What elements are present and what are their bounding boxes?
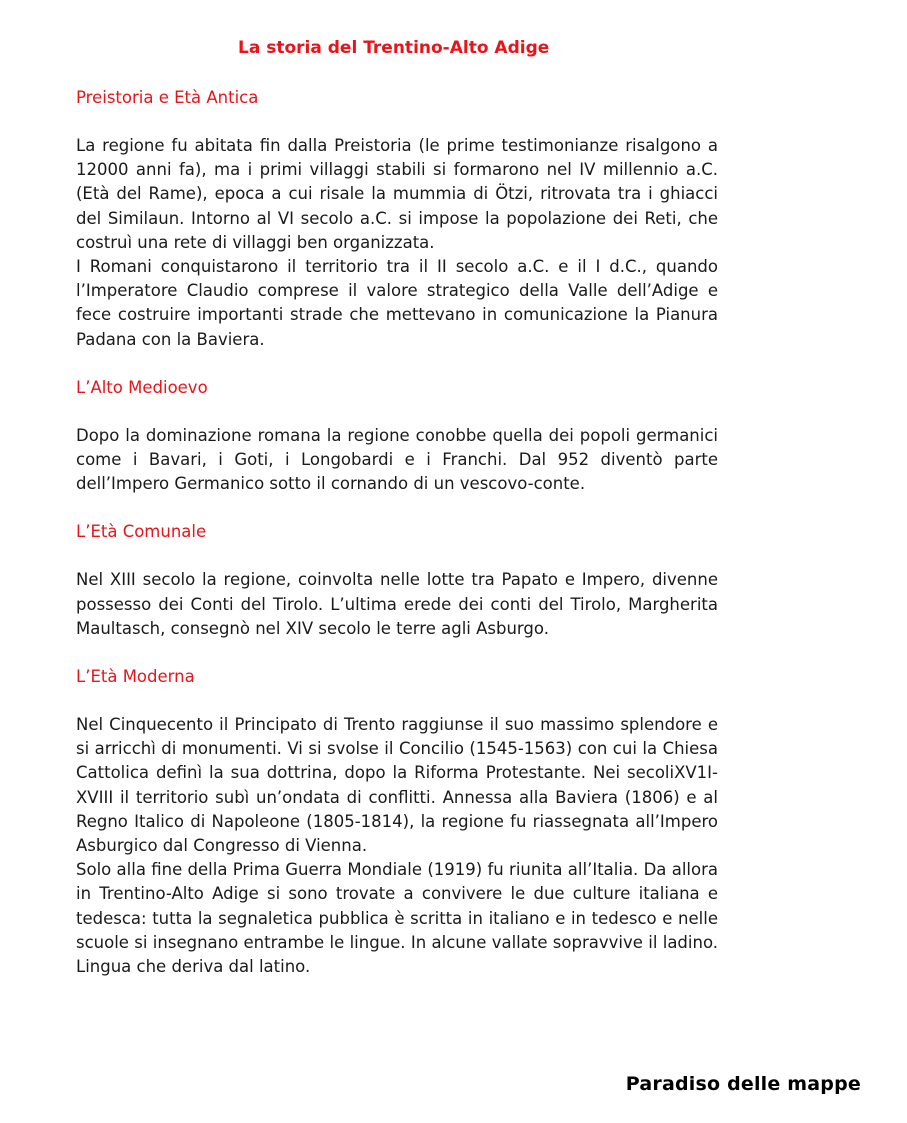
paragraph: Nel XIII secolo la regione, coinvolta nelle lotte tra Papato e Impero, divenne possesso dei Conti del Tirolo. L’ultima erede dei conti del Tirolo, Margherita Maultasch, consegnò nel XIV secolo le terre agli Asburgo. <box>76 570 718 638</box>
paragraph: Solo alla fine della Prima Guerra Mondiale (1919) fu riunita all’Italia. Da allora in Trentino-Alto Adige si sono trovate a convivere le due culture italiana e tedesca: tutta la segnaletica pubblica è scritta in italiano e in tedesco e nelle scuole si insegnano entrambe le lingue. In alcune vallate sopravvive il ladino. Lingua che deriva dal latino. <box>76 860 718 977</box>
section-heading: L’Alto Medioevo <box>76 377 208 397</box>
page-title: La storia del Trentino-Alto Adige <box>238 38 550 58</box>
paragraph: Nel Cinquecento il Principato di Trento raggiunse il suo massimo splendore e si arricchì di monumenti. Vi si svolse il Concilio (1545-1563) con cui la Chiesa Cattolica definì la sua dottrina, dopo la Riforma Protestante. Nei secoliXV1I-XVIII il territorio subì un’ondata di conflitti. Annessa alla Baviera (1806) e al Regno Italico di Napoleone (1805-1814), la regione fu riassegnata all’Impero Asburgico dal Congresso di Vienna. <box>76 715 718 856</box>
section-alto-medioevo <box>76 376 718 497</box>
section-eta-moderna <box>76 665 718 979</box>
section-heading: Preistoria e Età Antica <box>76 88 259 107</box>
document-body <box>76 86 718 1003</box>
section-preistoria <box>76 86 718 352</box>
paragraph: La regione fu abitata fin dalla Preistoria (le prime testimonianze risalgono a 12000 anni fa), ma i primi villaggi stabili si formarono nel IV millennio a.C. (Età del Rame), epoca a cui risale la mummia di Ötzi, ritrovata tra i ghiacci del Similaun. Intorno al VI secolo a.C. si impose la popolazione dei Reti, che costruì una rete di villaggi ben organizzata. <box>76 136 718 252</box>
paragraph: Dopo la dominazione romana la regione conobbe quella dei popoli germanici come i Bavari, i Goti, i Longobardi e i Franchi. Dal 952 diventò parte dell’Impero Germanico sotto il cornando di un vescovo-conte. <box>76 425 718 494</box>
section-eta-comunale <box>76 520 718 641</box>
paragraph: I Romani conquistarono il territorio tra il II secolo a.C. e il I d.C., quando l’Imperatore Claudio comprese il valore strategico della Valle dell’Adige e fece costruire importanti strade che mettevano in comunicazione la Pianura Padana con la Baviera. <box>76 257 718 349</box>
section-heading: L’Età Moderna <box>76 667 195 687</box>
section-heading: L’Età Comunale <box>76 522 207 542</box>
footer-brand: Paradiso delle mappe <box>625 1073 861 1095</box>
